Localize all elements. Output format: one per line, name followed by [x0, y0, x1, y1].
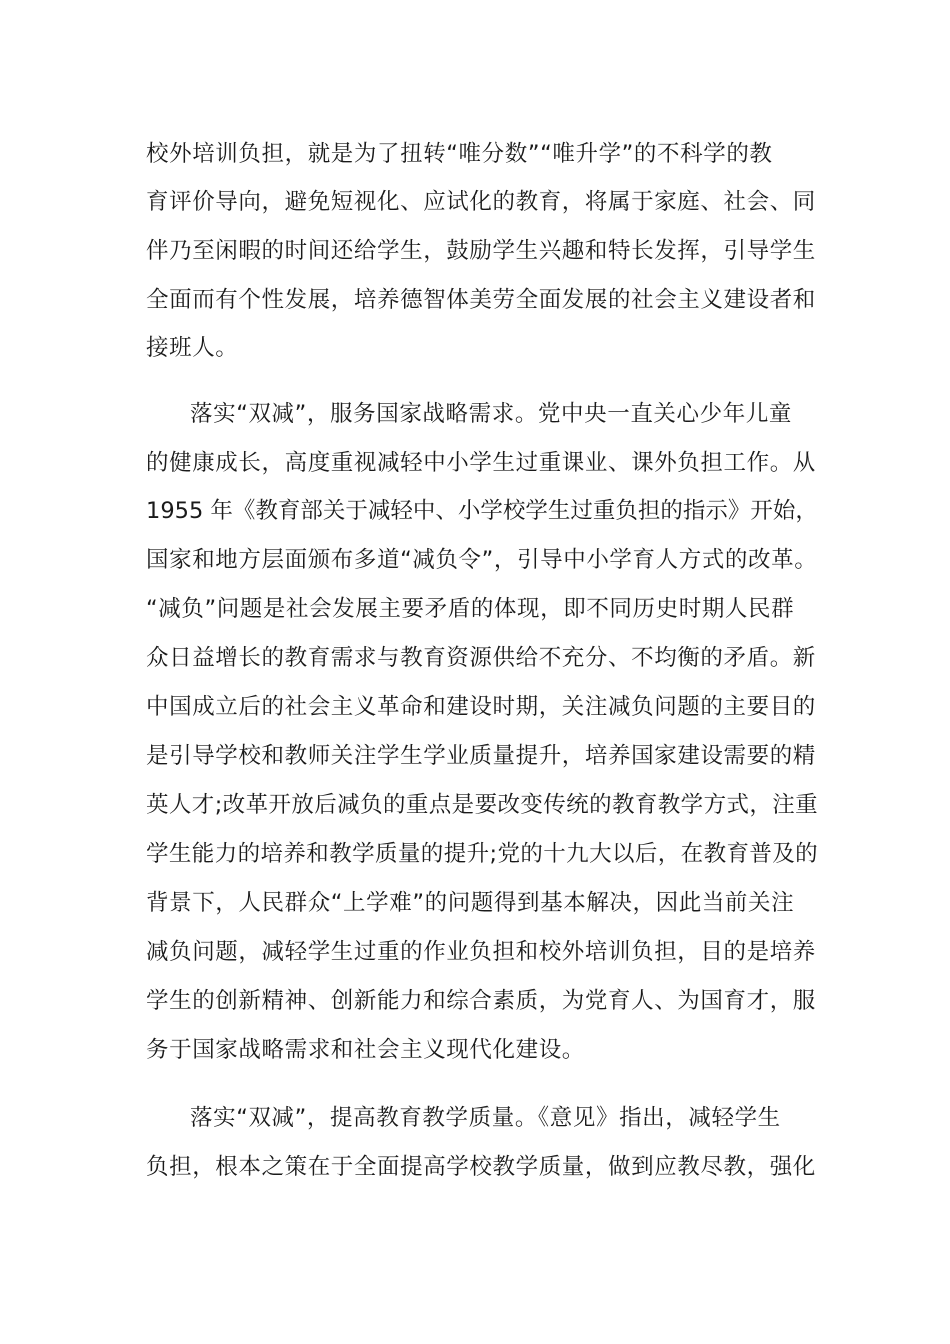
p2-line-9: 英人才;改革开放后减负的重点是要改变传统的教育教学方式，注重 — [146, 792, 819, 818]
p1-line-2: 育评价导向，避免短视化、应试化的教育，将属于家庭、社会、同 — [146, 189, 816, 215]
p2-line-3: 1955 年《教育部关于减轻中、小学校学生过重负担的指示》开始， — [146, 498, 818, 524]
p2-line-1: 落实“双减”，服务国家战略需求。党中央一直关心少年儿童 — [190, 401, 793, 427]
p1-line-5: 接班人。 — [146, 335, 239, 361]
p2-line-6: 众日益增长的教育需求与教育资源供给不充分、不均衡的矛盾。新 — [146, 645, 816, 671]
p2-line-11: 背景下，人民群众“上学难”的问题得到基本解决，因此当前关注 — [146, 890, 795, 916]
p2-line-5: “减负”问题是社会发展主要矛盾的体现，即不同历史时期人民群 — [146, 596, 795, 622]
p1-line-1: 校外培训负担，就是为了扭转“唯分数”“唯升学”的不科学的教 — [146, 141, 773, 167]
p2-line-7: 中国成立后的社会主义革命和建设时期，关注减负问题的主要目的 — [146, 694, 816, 720]
p1-line-4: 全面而有个性发展，培养德智体美劳全面发展的社会主义建设者和 — [146, 287, 816, 313]
p2-line-12: 减负问题，减轻学生过重的作业负担和校外培训负担，目的是培养 — [146, 939, 816, 965]
p2-line-14: 务于国家战略需求和社会主义现代化建设。 — [146, 1037, 585, 1063]
p3-line-1: 落实“双减”，提高教育教学质量。《意见》指出，减轻学生 — [190, 1105, 781, 1131]
p2-line-8: 是引导学校和教师关注学生学业质量提升，培养国家建设需要的精 — [146, 743, 816, 769]
p3-line-2: 负担，根本之策在于全面提高学校教学质量，做到应教尽教，强化 — [146, 1154, 816, 1180]
p2-line-4: 国家和地方层面颁布多道“减负令”，引导中小学育人方式的改革。 — [146, 547, 818, 573]
p2-line-10: 学生能力的培养和教学质量的提升;党的十九大以后，在教育普及的 — [146, 841, 819, 867]
p2-line-13: 学生的创新精神、创新能力和综合素质，为党育人、为国育才，服 — [146, 988, 816, 1014]
p2-line-2: 的健康成长，高度重视减轻中小学生过重课业、课外负担工作。从 — [146, 450, 816, 476]
p1-line-3: 伴乃至闲暇的时间还给学生，鼓励学生兴趣和特长发挥，引导学生 — [146, 238, 816, 264]
